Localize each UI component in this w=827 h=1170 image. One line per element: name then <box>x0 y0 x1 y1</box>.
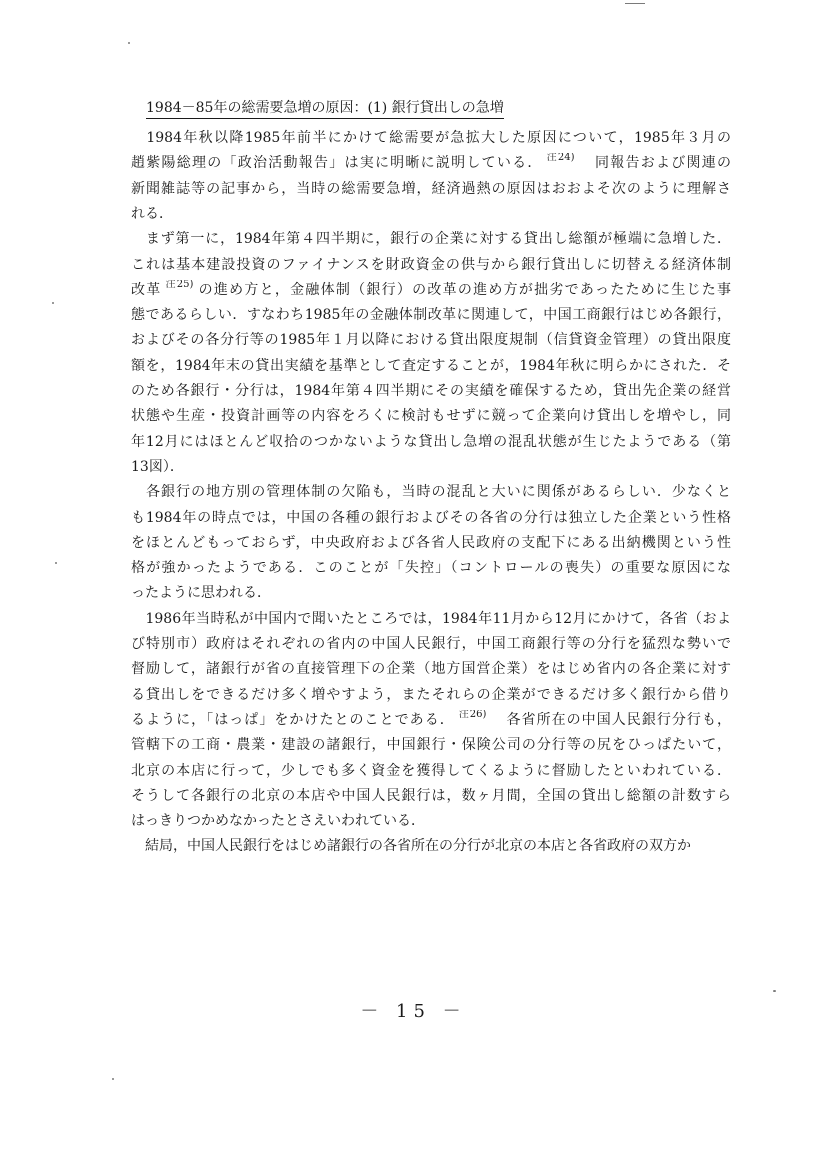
line-text: る貸出しをできるだけ多く増やすよう，またそれらの企業ができるだけ多く銀行から借り <box>131 686 731 703</box>
text-line <box>131 229 731 249</box>
text-line <box>131 482 731 502</box>
section-heading: 1984－85年の総需要急増の原因：(1) 銀行貸出しの急増 <box>146 99 504 119</box>
text-line <box>131 457 731 477</box>
text-line <box>131 761 731 781</box>
text-line <box>131 583 731 603</box>
line-text: も1984年の時点では，中国の各種の銀行およびその各省の分行は独立した企業という性格 <box>131 509 731 526</box>
line-text: 各銀行の地方別の管理体制の欠陥も，当時の混乱と大いに関係があるらしい．少なくと <box>131 484 731 501</box>
text-line <box>131 179 731 199</box>
text-line <box>131 710 731 732</box>
text-line <box>131 406 731 426</box>
text-line <box>131 634 731 654</box>
footnote-ref: 注26) <box>458 709 487 720</box>
text-line <box>131 811 731 831</box>
scan-speck <box>773 990 776 992</box>
line-text-continued: 同報告および関連の <box>578 155 731 172</box>
text-line <box>131 558 731 578</box>
text-line <box>131 836 731 856</box>
line-text: 督励して，諸銀行が省の直接管理下の企業（地方国営企業）をはじめ省内の各企業に対す <box>131 661 731 678</box>
text-line <box>131 685 731 705</box>
line-text: をほとんどもっておらず，中央政府および各省人民政府の支配下にある出納機関という性 <box>131 534 731 551</box>
line-text: 格が強かったようである．このことが「失控」（コントロールの喪失）の重要な原因にな <box>131 560 731 577</box>
text-line <box>131 356 731 376</box>
line-text: 1984年秋以降1985年前半にかけて総需要が急拡大した原因について，1985年３月の <box>131 130 731 146</box>
line-text: れる． <box>131 205 173 222</box>
text-line <box>131 659 731 679</box>
line-text: 趙紫陽総理の「政治活動報告」は実に明晰に説明している． <box>131 155 543 172</box>
line-text: はっきりつかめなかったとさえいわれている． <box>131 813 425 830</box>
text-line <box>131 533 731 553</box>
scan-speck <box>112 1078 114 1080</box>
line-text: のため各銀行・分行は，1984年第４四半期にその実績を確保するため，貸出先企業の経営 <box>131 383 731 399</box>
text-line <box>131 432 731 452</box>
text-line <box>131 255 731 275</box>
line-text: 態であるらしい．すなわち1985年の金融体制改革に関連して，中国工商銀行はじめ各銀行， <box>131 307 731 324</box>
footnote-ref: 注25) <box>165 279 194 290</box>
line-text: およびその各分行等の1985年１月以降における貸出限度規制（信貸資金管理）の貸出限度 <box>131 332 731 349</box>
text-line <box>131 735 731 755</box>
text-line <box>131 786 731 806</box>
line-text: 年12月にはほとんど収拾のつかないような貸出し急増の混乱状態が生じたようである（第 <box>131 433 731 450</box>
line-text: 改革 <box>131 281 162 298</box>
scan-speck <box>625 3 645 4</box>
page-number: － 15 － <box>360 1001 467 1022</box>
line-text: 結局，中国人民銀行をはじめ諸銀行の各省所在の分行が北京の本店と各省政府の双方か <box>131 838 691 855</box>
line-text-continued: の進め方と，金融体制（銀行）の改革の進め方が拙劣であったために生じた事 <box>197 281 731 298</box>
line-text: 管轄下の工商・農業・建設の諸銀行，中国銀行・保険公司の分行等の尻をひっぱたいて， <box>131 737 731 754</box>
line-text: び特別市）政府はそれぞれの省内の中国人民銀行，中国工商銀行等の分行を猛烈な勢いで <box>131 636 731 652</box>
line-text: そうして各銀行の北京の本店や中国人民銀行は，数ヶ月間，全国の貸出し総額の計数すら <box>131 787 731 804</box>
text-line <box>131 381 731 401</box>
line-text: 新聞雑誌等の記事から，当時の総需要急増，経済過熱の原因はおおよそ次のように理解さ <box>131 180 731 197</box>
line-text: 1986年当時私が中国内で聞いたところでは，1984年11月から12月にかけて，各省（およ <box>131 610 731 627</box>
line-text: 北京の本店に行って，少しでも多く資金を獲得してくるように督励したといわれている． <box>131 762 731 779</box>
text-line <box>131 609 731 629</box>
text-line <box>131 128 731 148</box>
text-line <box>131 204 731 224</box>
line-text: これは基本建設投資のファイナンスを財政資金の供与から銀行貸出しに切替える経済体制 <box>131 256 731 273</box>
line-text: まず第一に，1984年第４四半期に，銀行の企業に対する貸出し総額が極端に急増した． <box>131 231 731 248</box>
line-text-continued: 各省所在の中国人民銀行分行も， <box>490 711 731 728</box>
footnote-ref: 注24) <box>546 153 575 164</box>
text-line <box>131 153 731 175</box>
scan-speck <box>52 302 54 304</box>
text-line <box>131 508 731 528</box>
text-line <box>131 330 731 350</box>
line-text: るように，「はっぱ」をかけたとのことである． <box>131 711 455 728</box>
scan-speck <box>128 42 130 44</box>
text-line <box>131 305 731 325</box>
scan-speck <box>55 562 57 564</box>
text-line <box>131 280 731 302</box>
line-text: 13図）． <box>131 458 184 475</box>
line-text: 状態や生産・投資計画等の内容をろくに検討もせずに競って企業向け貸出しを増やし，同 <box>131 408 731 425</box>
line-text: 額を，1984年末の貸出実績を基準として査定することが，1984年秋に明らかにされた．そ <box>131 357 731 374</box>
line-text: ったように思われる． <box>131 585 271 602</box>
